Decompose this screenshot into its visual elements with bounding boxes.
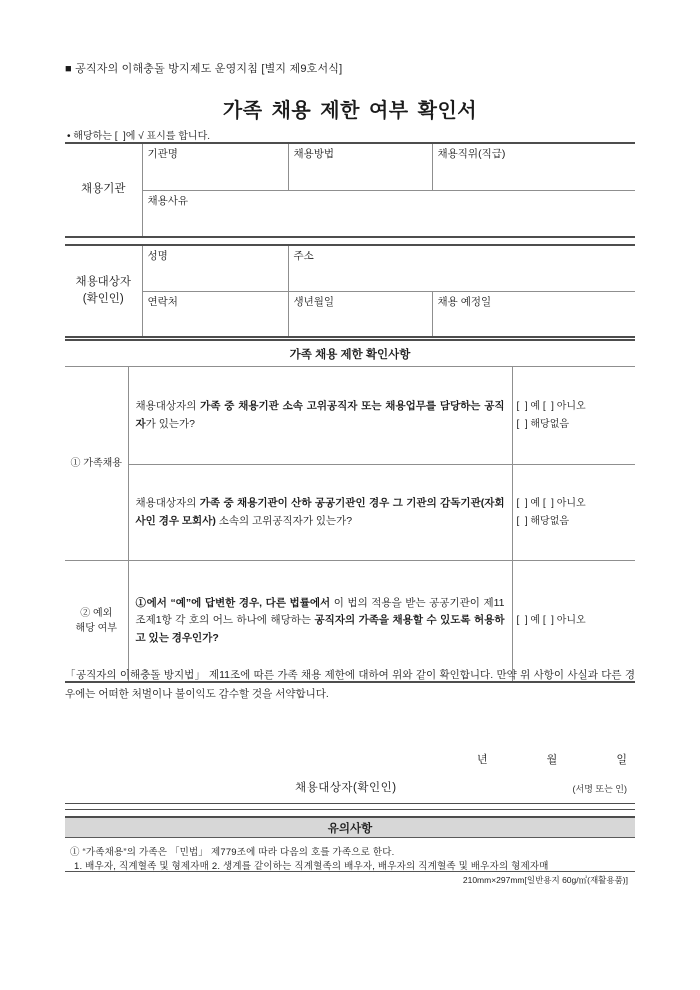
- q2-answer-yes-no[interactable]: [ ] 예 [ ] 아니오: [516, 497, 586, 509]
- q3-bold-post: 공직자의 가족을 채용할 수 있도록 허용하고 있는 경우인가?: [135, 614, 505, 644]
- agency-row-2: [65, 191, 635, 238]
- question-1-text: [128, 367, 512, 465]
- paper-spec: 210mm×297mm[일반용지 60g/㎡(재활용품)]: [462, 875, 628, 885]
- q3-mid: 이 법의 적용을 받는 공공기관이 제11조제1항 각 호의 어느 하나에 해당하는: [135, 597, 505, 627]
- exception-section-label: [65, 561, 128, 683]
- candidate-table: [65, 244, 635, 338]
- date-line: [65, 751, 635, 767]
- signature-line: [65, 779, 635, 795]
- declaration-text: 「공직자의 이해충돌 방지법」 제11조에 따른 가족 채용 제한에 대하여 위와 같이 확인합니다. 만약 위 사항이 사실과 다른 경우에는 어떠한 처벌이나 불이익도 감수할 것을 서약합니다.: [65, 669, 635, 701]
- candidate-address-field[interactable]: [288, 245, 635, 292]
- double-rule: [65, 803, 635, 810]
- q2-answer-na[interactable]: [ ] 해당없음: [516, 515, 570, 527]
- month-label: 월: [546, 754, 558, 766]
- q2-post: 소속의 고위공직자가 있는가?: [215, 514, 353, 527]
- candidate-name-label: 성명: [147, 250, 168, 262]
- agency-row-1: [65, 143, 635, 191]
- question-2-text: [128, 465, 512, 561]
- candidate-hire-date-label: 채용 예정일: [437, 296, 492, 308]
- notice-note-2: 1. 배우자, 직계혈족 및 형제자매 2. 생계를 같이하는 직계혈족의 배우자, 배우자의 직계혈족 및 배우자의 형제자매: [74, 861, 549, 872]
- question-2-row: [65, 465, 635, 561]
- candidate-row-2: [65, 292, 635, 338]
- candidate-contact-field[interactable]: [142, 292, 288, 338]
- question-3-row: [65, 561, 635, 683]
- confirmation-header: 가족 채용 제한 확인사항: [65, 340, 635, 367]
- q3-bold-pre: ①에서 “예”에 답변한 경우, 다른 법률에서: [135, 597, 331, 610]
- agency-row-label: 채용기관: [65, 143, 142, 237]
- confirmation-header-row: [65, 340, 635, 367]
- candidate-hire-date-field[interactable]: [432, 292, 635, 338]
- candidate-row-label-line1: 채용대상자: [75, 275, 132, 288]
- hire-position-field[interactable]: [432, 143, 635, 191]
- family-hiring-section-label: ① 가족채용: [65, 367, 128, 561]
- year-label: 년: [476, 754, 488, 766]
- check-instruction: • 해당하는 [ ]에 √ 표시를 합니다.: [67, 131, 211, 142]
- notice-bottom-rule: [65, 871, 635, 872]
- sign-or-seal-note: (서명 또는 인): [572, 784, 627, 794]
- day-label: 일: [616, 754, 627, 766]
- agency-name-label: 기관명: [147, 148, 178, 160]
- exception-label-line1: ② 예외: [80, 608, 113, 619]
- candidate-name-field[interactable]: [142, 245, 288, 292]
- notice-note-1: ① “가족채용”의 가족은 「민법」 제779조에 따라 다음의 호를 가족으로 한다.: [70, 847, 395, 858]
- candidate-address-label: 주소: [293, 250, 314, 262]
- question-2-answers: [512, 465, 635, 561]
- hire-reason-field[interactable]: [142, 191, 635, 238]
- q2-pre: 채용대상자의: [135, 497, 200, 510]
- q1-answer-na[interactable]: [ ] 해당없음: [516, 418, 570, 430]
- candidate-row-label-line2: (확인인): [82, 293, 124, 305]
- candidate-row-label: [65, 245, 142, 337]
- exception-label-line2: 해당 여부: [75, 623, 117, 634]
- candidate-birth-field[interactable]: [288, 292, 432, 338]
- question-3-answers: [512, 561, 635, 683]
- candidate-row-1: [65, 245, 635, 292]
- q1-answer-yes-no[interactable]: [ ] 예 [ ] 아니오: [516, 400, 586, 412]
- question-1-answers: [512, 367, 635, 465]
- q1-bold: 가족 중 채용기관 소속 고위공직자 또는 채용업무를 담당하는 공직자: [135, 400, 505, 430]
- guideline-note: ■ 공직자의 이해충돌 방지제도 운영지침 [별지 제9호서식]: [65, 63, 343, 75]
- agency-table: [65, 142, 635, 238]
- confirmation-table: [65, 339, 635, 683]
- question-3-text: [128, 561, 512, 683]
- hire-position-label: 채용직위(직급): [437, 148, 506, 160]
- notice-header: 유의사항: [65, 816, 635, 838]
- candidate-birth-label: 생년월일: [293, 296, 335, 308]
- candidate-contact-label: 연락처: [147, 296, 178, 308]
- question-1-row: [65, 367, 635, 465]
- agency-name-field[interactable]: [142, 143, 288, 191]
- q3-answer-yes-no[interactable]: [ ] 예 [ ] 아니오: [516, 615, 586, 626]
- signer-label: 채용대상자(확인인): [295, 782, 397, 794]
- hire-method-label: 채용방법: [293, 148, 335, 160]
- hire-reason-label: 채용사유: [147, 195, 189, 207]
- q1-post: 가 있는가?: [145, 417, 195, 430]
- q1-pre: 채용대상자의: [135, 400, 201, 413]
- hire-method-field[interactable]: [288, 143, 432, 191]
- q2-bold: 가족 중 채용기관이 산하 공공기관인 경우 그 기관의 감독기관(자회사인 경우 모회사): [135, 497, 505, 527]
- page-title: 가족 채용 제한 여부 확인서: [222, 100, 478, 122]
